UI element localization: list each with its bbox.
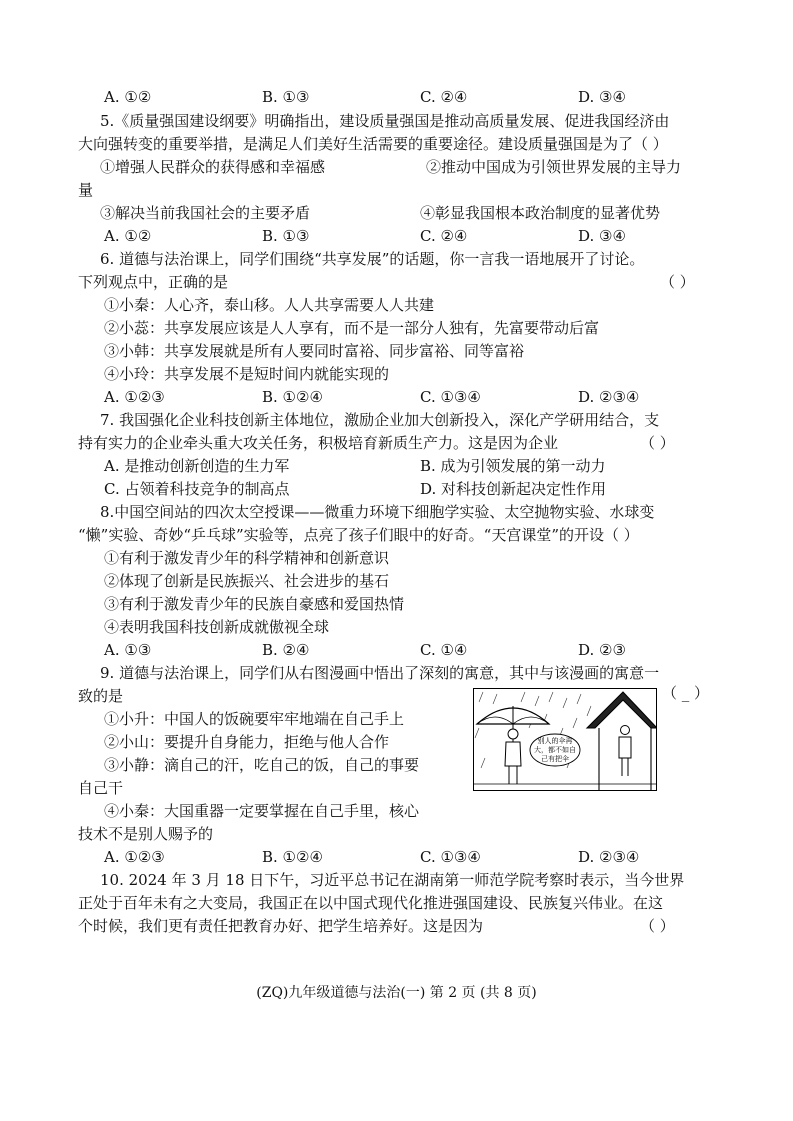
q6-option-d: D. ②③④ [578, 388, 640, 406]
q10-stem-line2: 正处于百年未有之大变局，我国正在以中国式现代化推进强国建设、民族复兴伟业。在这 [78, 894, 664, 912]
q6-stem-line1: 6. 道德与法治课上，同学们围绕“共享发展”的话题，你一言我一语地展开了讨论。 [100, 250, 645, 268]
q6-answer-paren: （ ） [660, 273, 695, 291]
q5-option-b: B. ①③ [262, 227, 310, 245]
q4-option-b: B. ①③ [262, 88, 310, 106]
q8-option-d: D. ②③ [578, 641, 626, 659]
q7-answer-paren: （ ） [640, 434, 675, 452]
q5-item-2-cont: 量 [78, 181, 94, 199]
page-footer: (ZQ)九年级道德与法治(一) 第 2 页 (共 8 页) [256, 985, 537, 1001]
q6-stem-line2: 下列观点中，正确的是 [78, 273, 229, 291]
q5-item-4: ④彰显我国根本政治制度的显著优势 [420, 204, 661, 222]
q8-item-3: ③有利于激发青少年的民族自豪感和爱国热情 [104, 595, 405, 613]
q9-item-4-cont: 技术不是别人赐予的 [78, 825, 214, 843]
q8-stem-line1: 8.中国空间站的四次太空授课——微重力环境下细胞学实验、太空抛物实验、水球变 [100, 503, 655, 521]
q5-item-1: ①增强人民群众的获得感和幸福感 [100, 158, 326, 176]
q6-item-1: ①小秦：人心齐，泰山移。人人共享需要人人共建 [104, 296, 435, 314]
q7-stem-line1: 7. 我国强化企业科技创新主体地位，激励企业加大创新投入，深化产学研用结合，支 [100, 411, 660, 429]
q10-stem-line3: 个时候，我们更有责任把教育办好、把学生培养好。这是因为 [78, 917, 484, 935]
q10-stem-line1: 10. 2024 年 3 月 18 日下午，习近平总书记在湖南第一师范学院考察时表示，当今世界 [100, 871, 685, 889]
q7-option-c: C. 占领着科技竞争的制高点 [104, 480, 290, 498]
q8-stem-line2: “懒”实验、奇妙“乒乓球”实验等，点亮了孩子们眼中的好奇。“天宫课堂”的开设（ ） [78, 526, 639, 544]
q8-item-1: ①有利于激发青少年的科学精神和创新意识 [104, 549, 390, 567]
q9-item-4: ④小秦：大国重器一定要掌握在自己手里，核心 [104, 802, 420, 820]
q7-option-b: B. 成为引领发展的第一动力 [420, 457, 606, 475]
bubble-line-1: 别人的伞再 [537, 737, 573, 745]
q8-option-b: B. ②④ [262, 641, 310, 659]
q5-option-d: D. ③④ [578, 227, 626, 245]
q4-option-d: D. ③④ [578, 88, 626, 106]
q8-item-4: ④表明我国科技创新成就傲视全球 [104, 618, 330, 636]
q7-option-a: A. 是推动创新创造的生力军 [104, 457, 290, 475]
q9-stem-line1: 9. 道德与法治课上，同学们从右图漫画中悟出了深刻的寓意，其中与该漫画的寓意一 [100, 664, 660, 682]
q9-option-b: B. ①②④ [262, 848, 323, 866]
q5-stem-line1: 5.《质量强国建设纲要》明确指出，建设质量强国是推动高质量发展、促进我国经济由 [100, 112, 670, 130]
q6-option-a: A. ①②③ [104, 388, 165, 406]
q9-item-3-cont: 自己干 [78, 779, 124, 797]
q9-option-d: D. ②③④ [578, 848, 640, 866]
q9-answer-paren: （ _ ） [662, 684, 710, 702]
q5-item-2: ②推动中国成为引领世界发展的主导力 [426, 158, 682, 176]
q10-answer-paren: （ ） [640, 917, 675, 935]
q6-option-b: B. ①②④ [262, 388, 323, 406]
q6-item-4: ④小玲：共享发展不是短时间内就能实现的 [104, 365, 390, 383]
q9-item-2: ②小山：要提升自身能力，拒绝与他人合作 [104, 733, 390, 751]
q9-stem-line2: 致的是 [78, 687, 124, 705]
q7-option-d: D. 对科技创新起决定性作用 [420, 480, 607, 498]
q9-option-a: A. ①②③ [104, 848, 165, 866]
q4-option-a: A. ①② [104, 88, 152, 106]
q4-option-c: C. ②④ [420, 88, 468, 106]
q9-option-c: C. ①③④ [420, 848, 481, 866]
q8-option-a: A. ①③ [104, 641, 152, 659]
q7-stem-line2: 持有实力的企业牵头重大攻关任务，积极培育新质生产力。这是因为企业 [78, 434, 559, 452]
q6-item-2: ②小蕊：共享发展应该是人人享有，而不是一部分人独有，先富要带动后富 [104, 319, 600, 337]
q8-item-2: ②体现了创新是民族振兴、社会进步的基石 [104, 572, 390, 590]
q5-item-3: ③解决当前我国社会的主要矛盾 [100, 204, 311, 222]
q9-cartoon [473, 688, 657, 791]
bubble-line-3: 己有把伞 [541, 755, 569, 763]
q9-item-1: ①小升：中国人的饭碗要牢牢地端在自己手上 [104, 710, 405, 728]
q8-option-c: C. ①④ [420, 641, 468, 659]
q9-item-3: ③小静：滴自己的汗，吃自己的饭，自己的事要 [104, 756, 420, 774]
bubble-line-2: 大，都不如自 [534, 746, 576, 754]
q5-option-a: A. ①② [104, 227, 152, 245]
q5-stem-line2: 大向强转变的重要举措，是满足人们美好生活需要的重要途径。建设质量强国是为了（ ） [78, 135, 668, 153]
q5-option-c: C. ②④ [420, 227, 468, 245]
q6-option-c: C. ①③④ [420, 388, 481, 406]
q6-item-3: ③小韩：共享发展就是所有人要同时富裕、同步富裕、同等富裕 [104, 342, 525, 360]
